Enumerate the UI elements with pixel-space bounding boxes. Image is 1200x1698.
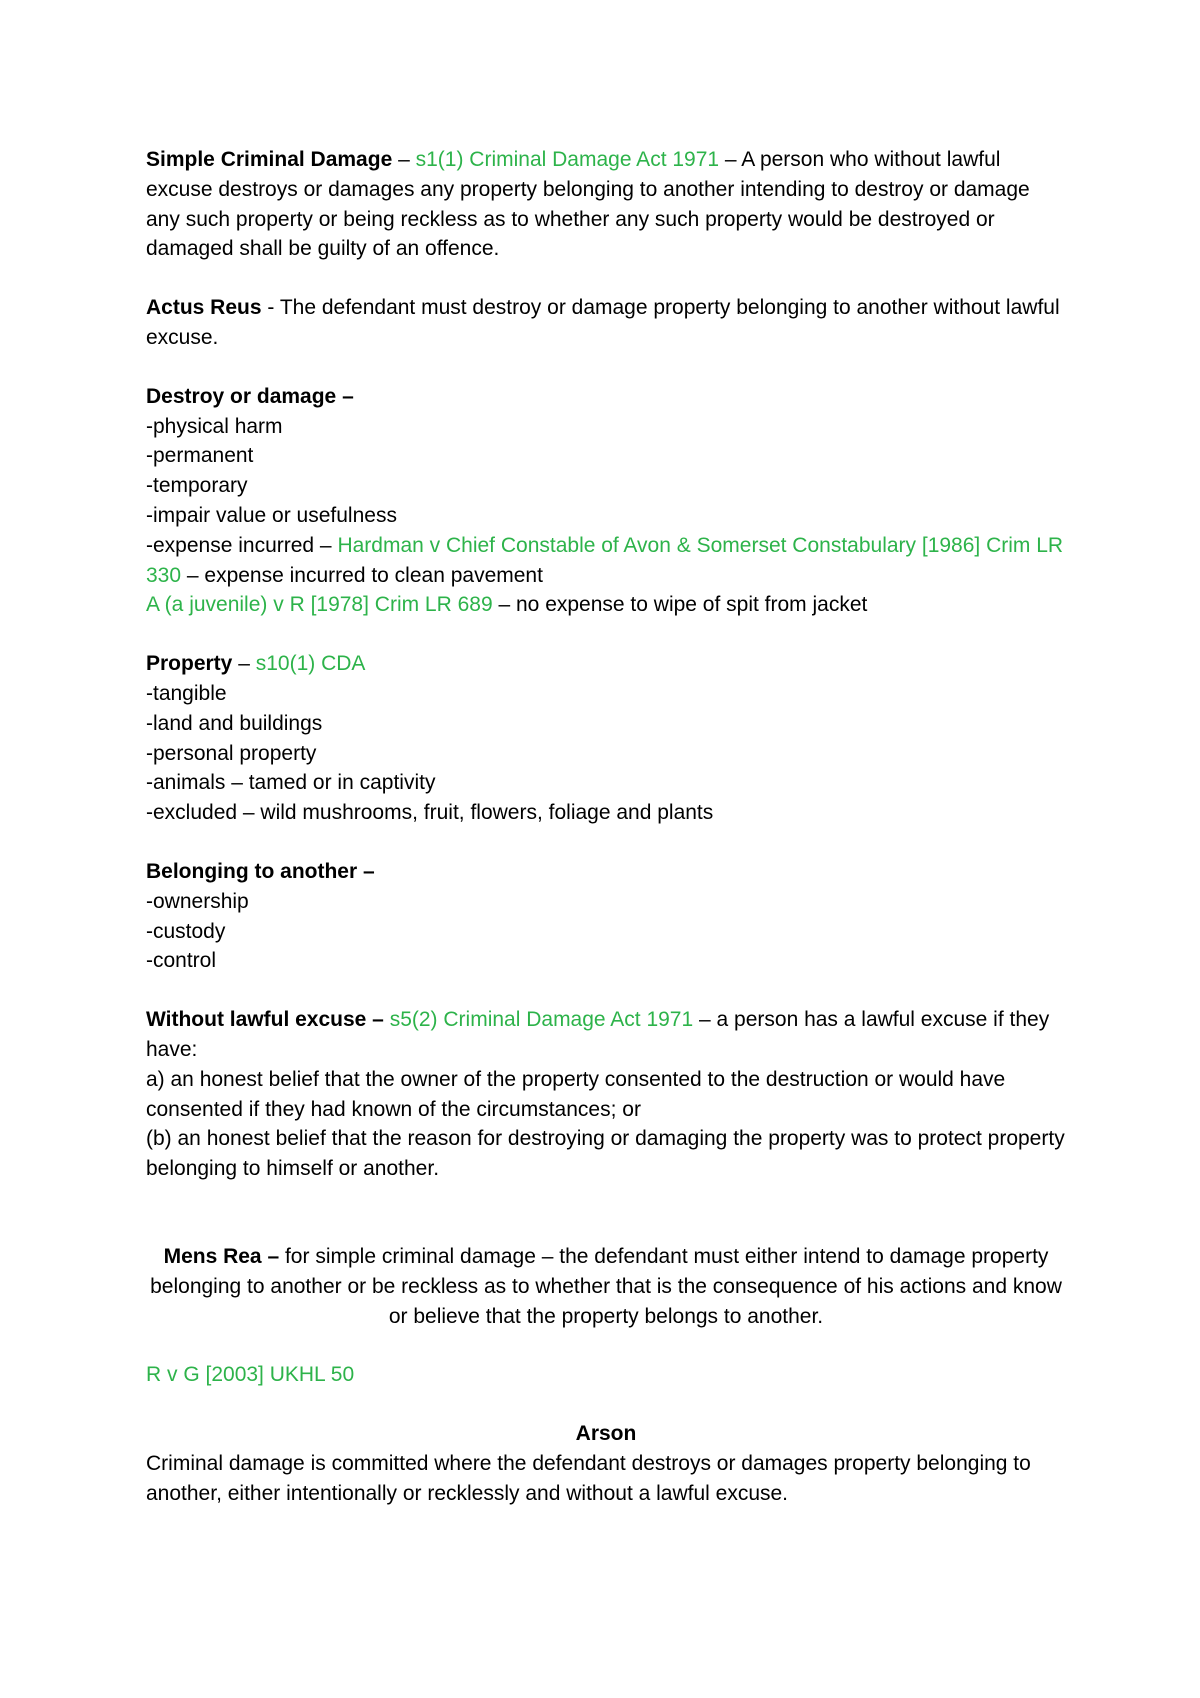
separator: – xyxy=(392,148,416,171)
statute-s5-2: s5(2) Criminal Damage Act 1971 xyxy=(389,1008,694,1032)
list-item: -land and buildings xyxy=(146,711,323,735)
list-item: -temporary xyxy=(146,474,248,498)
belonging-heading-line xyxy=(146,857,1066,887)
document-page xyxy=(146,145,1066,1508)
list-item: -tangible xyxy=(146,681,227,705)
separator: – xyxy=(232,652,256,676)
arson-heading-line xyxy=(146,1419,1066,1449)
simple-criminal-damage-text: – A person who without lawful excuse destroys or damages any property belonging to another intending to destroy or damage any such property or being reckless as to whether any such property would be destroyed or damaged shall be guilty of an offence. xyxy=(146,148,1030,261)
destroy-or-damage-heading xyxy=(146,382,1066,412)
simple-criminal-damage-heading: Simple Criminal Damage xyxy=(146,148,393,171)
destroy-or-damage-heading-text: Destroy or damage – xyxy=(146,384,354,408)
case-hardman: Hardman v Chief Constable of Avon & Somerset Constabulary [1986] Crim LR 330 xyxy=(146,533,1064,587)
expense-incurred-item xyxy=(146,531,1066,591)
expense-incurred-label: -expense incurred – xyxy=(146,533,338,557)
list-item: -physical harm xyxy=(146,414,283,438)
case-a-juvenile-text: – no expense to wipe of spit from jacket xyxy=(492,593,868,617)
list-item: -impair value or usefulness xyxy=(146,503,397,527)
list-item: -personal property xyxy=(146,741,317,765)
lawful-excuse-paragraph xyxy=(146,1005,1066,1065)
actus-reus-text: - The defendant must destroy or damage property belonging to another without lawful excuse. xyxy=(146,296,1060,349)
list-item: -animals – tamed or in captivity xyxy=(146,771,436,795)
lawful-excuse-heading: Without lawful excuse – xyxy=(146,1008,384,1032)
lawful-excuse-item-a: a) an honest belief that the owner of the property consented to the destruction or would have consented if they had known of the circumstances; or xyxy=(146,1067,1006,1121)
actus-reus-heading: Actus Reus xyxy=(146,296,262,320)
arson-text: Criminal damage is committed where the defendant destroys or damages property belonging to another, either intentionally or recklessly and without a lawful excuse. xyxy=(146,1451,1031,1505)
case-hardman-text: – expense incurred to clean pavement xyxy=(181,563,543,587)
simple-criminal-damage-paragraph xyxy=(146,145,1066,264)
belonging-heading: Belonging to another – xyxy=(146,859,375,883)
case-r-v-g: R v G [2003] UKHL 50 xyxy=(146,1363,355,1387)
list-item: -control xyxy=(146,949,217,973)
mens-rea-text: for simple criminal damage – the defendant must either intend to damage property belonging to another or be reckless as to whether that is the consequence of his actions and know or believe that the property belongs to another. xyxy=(150,1244,1062,1328)
lawful-excuse-item-b: (b) an honest belief that the reason for destroying or damaging the property was to protect property belonging to himself or another. xyxy=(146,1127,1065,1181)
actus-reus-paragraph xyxy=(146,293,1066,353)
statute-s1-1: s1(1) Criminal Damage Act 1971 xyxy=(415,148,720,171)
list-item: -custody xyxy=(146,919,226,943)
lawful-excuse-text: – a person has a lawful excuse if they have: xyxy=(146,1008,1050,1061)
list-item: -ownership xyxy=(146,889,249,913)
arson-heading: Arson xyxy=(575,1422,637,1446)
list-item: -permanent xyxy=(146,444,254,468)
mens-rea-heading: Mens Rea – xyxy=(163,1244,280,1268)
mens-rea-paragraph xyxy=(146,1242,1066,1331)
list-item: -excluded – wild mushrooms, fruit, flowers, foliage and plants xyxy=(146,801,714,825)
property-heading-line xyxy=(146,649,1066,679)
property-heading: Property xyxy=(146,652,233,676)
statute-s10-1: s10(1) CDA xyxy=(255,652,366,676)
case-a-juvenile: A (a juvenile) v R [1978] Crim LR 689 xyxy=(146,593,493,617)
case-a-juvenile-item xyxy=(146,590,1066,620)
